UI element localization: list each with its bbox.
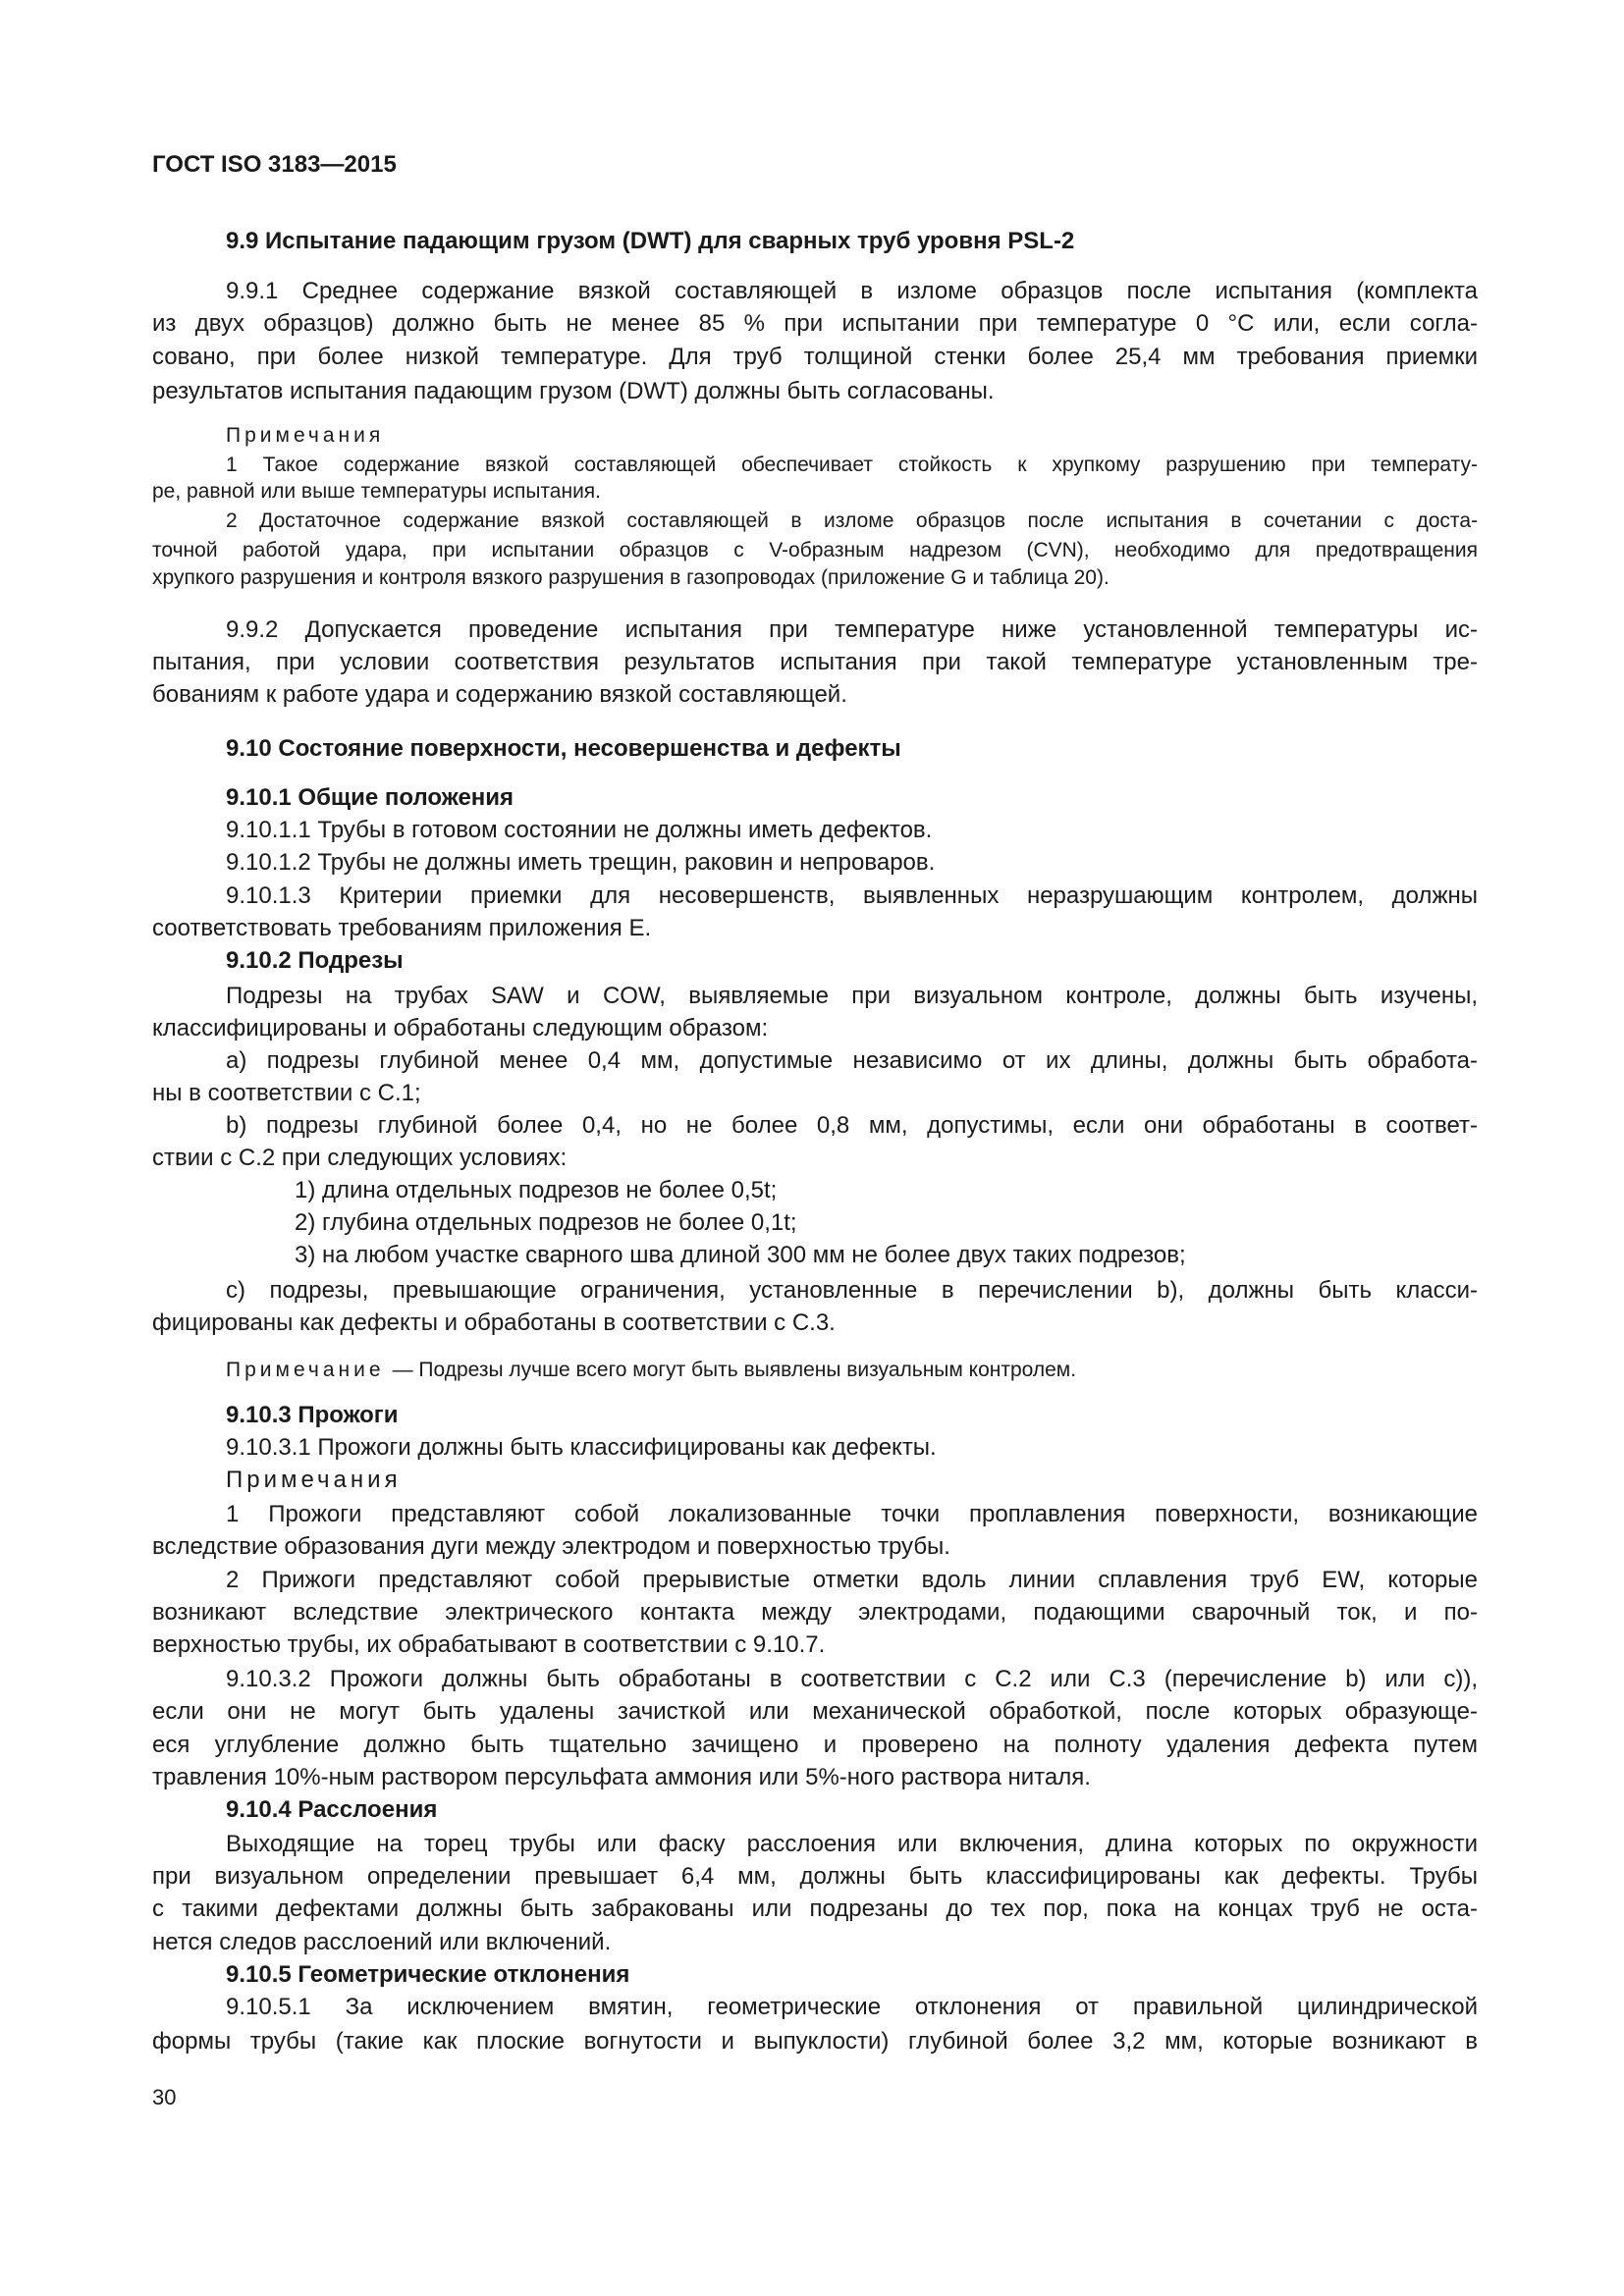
paragraph-line: верхностью трубы, их обрабатывают в соответствии с 9.10.7. — [152, 1631, 826, 1658]
paragraph-line: Выходящие на торец трубы или фаску расслоения или включения, длина которых по окружности — [226, 1831, 1478, 1857]
inline-note — [152, 1357, 1478, 1384]
note-line: ре, равной или выше температуры испытания. — [152, 480, 602, 503]
paragraph-line: из двух образцов) должно быть не менее 85 % при испытании при температуре 0 °С или, если согла- — [152, 310, 1478, 337]
paragraph-line: 9.9.1 Среднее содержание вязкой составляющей в изломе образцов после испытания (комплекта — [226, 278, 1478, 304]
paragraph-line: 9.10.5.1 За исключением вмятин, геометрические отклонения от правильной цилиндрической — [226, 1994, 1478, 2020]
paragraph-line: нется следов расслоений или включений. — [152, 1929, 612, 1955]
paragraph-line: ствии с С.2 при следующих условиях: — [152, 1145, 568, 1171]
paragraph-line: 9.10.1.1 Трубы в готовом состоянии не должны иметь дефектов. — [226, 817, 933, 843]
paragraph-line: формы трубы (такие как плоские вогнутости и выпуклости) глубиной более 3,2 мм, которые возникают в — [152, 2028, 1478, 2055]
notes-label: Примечания — [226, 424, 385, 447]
paragraph-line: a) подрезы глубиной менее 0,4 мм, допустимые независимо от их длины, должны быть обработа- — [226, 1047, 1478, 1074]
paragraph-line: пытания, при условии соответствия результатов испытания при такой температуре установленным тре- — [152, 649, 1478, 675]
paragraph-line: вследствие образования дуги между электродом и поверхностью трубы. — [152, 1533, 950, 1560]
page-number: 30 — [152, 2085, 177, 2109]
paragraph-line: 9.9.2 Допускается проведение испытания при температуре ниже установленной температуры ис- — [226, 616, 1478, 643]
paragraph-line: с такими дефектами должны быть забракованы или подрезаны до тех пор, пока на концах труб не оста- — [152, 1896, 1478, 1922]
paragraph-line: 9.10.3.2 Прожоги должны быть обработаны в соответствии с С.2 или С.3 (перечисление b) или с)), — [226, 1666, 1478, 1692]
note-line: 1 Такое содержание вязкой составляющей обеспечивает стойкость к хрупкому разрушению при температу- — [226, 454, 1478, 476]
paragraph-line: результатов испытания падающим грузом (DWT) должны быть согласованы. — [152, 378, 995, 404]
list-item: 1) длина отдельных подрезов не более 0,5t; — [295, 1177, 778, 1203]
paragraph-line: ны в соответствии с С.1; — [152, 1080, 421, 1106]
section-heading: 9.10.3 Прожоги — [226, 1402, 399, 1428]
note-label: Примечание — [226, 1359, 385, 1381]
paragraph-line: возникают вследствие электрического контакта между электродами, подающими сварочный ток, и по- — [152, 1599, 1478, 1626]
section-heading: 9.10 Состояние поверхности, несовершенства и дефекты — [226, 735, 901, 762]
notes-label: Примечания — [226, 1467, 402, 1493]
paragraph-line: c) подрезы, превышающие ограничения, установленные в перечислении b), должны быть класси- — [226, 1277, 1478, 1304]
note-line: хрупкого разрушения и контроля вязкого разрушения в газопроводах (приложение G и таблица 20). — [152, 566, 1110, 589]
note-line: 2 Достаточное содержание вязкой составляющей в изломе образцов после испытания в сочетании с доста- — [226, 509, 1478, 532]
document-header: ГОСТ ISO 3183—2015 — [152, 151, 397, 178]
paragraph-line: b) подрезы глубиной более 0,4, но не более 0,8 мм, допустимы, если они обработаны в соответ- — [226, 1112, 1478, 1139]
paragraph-line: фицированы как дефекты и обработаны в соответствии с С.3. — [152, 1309, 836, 1336]
section-heading: 9.10.1 Общие положения — [226, 784, 514, 811]
paragraph-line: если они не могут быть удалены зачисткой или механической обработкой, после которых образующе- — [152, 1698, 1478, 1725]
paragraph-line: соответствовать требованиям приложения Е. — [152, 915, 652, 941]
paragraph-line: 1 Прожоги представляют собой локализованные точки проплавления поверхности, возникающие — [226, 1501, 1478, 1527]
paragraph-line: 9.10.1.2 Трубы не должны иметь трещин, раковин и непроваров. — [226, 849, 936, 876]
note-text: — Подрезы лучше всего могут быть выявлены визуальным контролем. — [392, 1359, 1077, 1381]
section-heading: 9.10.4 Расслоения — [226, 1796, 438, 1823]
section-heading: 9.10.2 Подрезы — [226, 947, 404, 974]
paragraph-line: бованиям к работе удара и содержанию вязкой составляющей. — [152, 681, 847, 708]
paragraph-line: травления 10%-ным раствором персульфата аммония или 5%-ного раствора ниталя. — [152, 1764, 1091, 1790]
paragraph-line: Подрезы на трубах SAW и COW, выявляемые при визуальном контроле, должны быть изучены, — [226, 983, 1478, 1009]
paragraph-line: 9.10.1.3 Критерии приемки для несовершенств, выявленных неразрушающим контролем, должны — [226, 882, 1478, 909]
section-heading: 9.9 Испытание падающим грузом (DWT) для сварных труб уровня PSL-2 — [226, 228, 1075, 254]
paragraph-line: при визуальном определении превышает 6,4 мм, должны быть классифицированы как дефекты. Трубы — [152, 1863, 1478, 1890]
paragraph-line: 2 Прижоги представляют собой прерывистые отметки вдоль линии сплавления труб EW, которые — [226, 1567, 1478, 1593]
list-item: 2) глубина отдельных подрезов не более 0,1t; — [295, 1209, 797, 1236]
note-line: точной работой удара, при испытании образцов с V-образным надрезом (CVN), необходимо для предотвращения — [152, 539, 1478, 561]
section-heading: 9.10.5 Геометрические отклонения — [226, 1961, 630, 1988]
paragraph-line: 9.10.3.1 Прожоги должны быть классифицированы как дефекты. — [226, 1434, 937, 1461]
list-item: 3) на любом участке сварного шва длиной 300 мм не более двух таких подрезов; — [295, 1242, 1186, 1268]
paragraph-line: еся углубление должно быть тщательно зачищено и проверено на полноту удаления дефекта путем — [152, 1732, 1478, 1758]
paragraph-line: совано, при более низкой температуре. Для труб толщиной стенки более 25,4 мм требования приемки — [152, 344, 1478, 370]
paragraph-line: классифицированы и обработаны следующим образом: — [152, 1015, 769, 1041]
